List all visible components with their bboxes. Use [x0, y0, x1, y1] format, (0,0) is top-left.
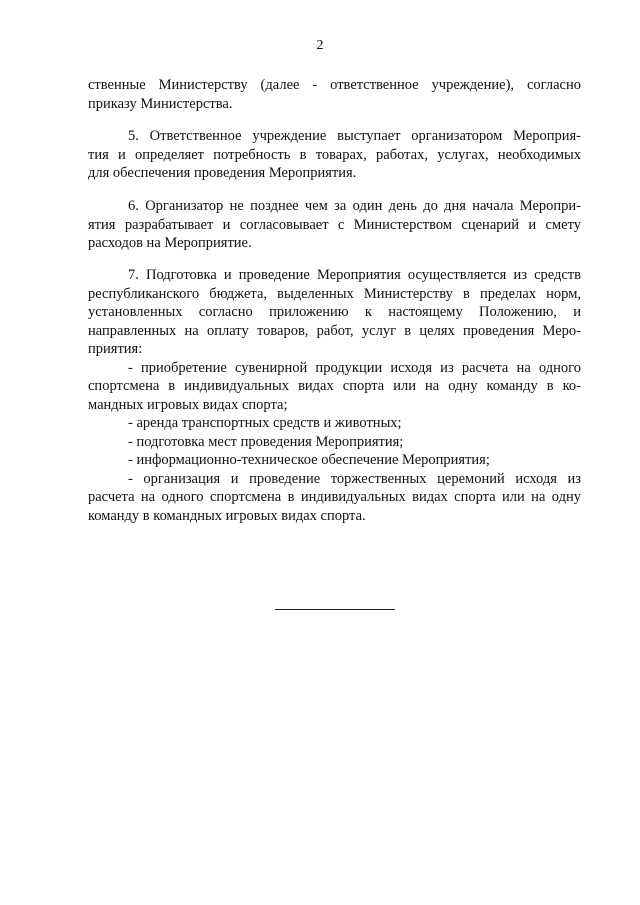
page-number: 2	[316, 38, 324, 53]
text-line: команду в командных игровых видах спорта.	[88, 507, 366, 524]
paragraph-7	[88, 266, 581, 525]
text-line: республиканского бюджета, выделенных Министерству в пределах норм,	[88, 285, 581, 302]
text-line: спортсмена в индивидуальных видах спорта или на одну команду в ко-	[88, 378, 581, 394]
list-item: - организация и проведение торжественных церемоний исходя из	[128, 470, 581, 487]
paragraph-6	[88, 197, 581, 253]
text-line: ятия разрабатывает и согласовывает с Министерством сценарий и смету	[88, 216, 581, 233]
list-item: - подготовка мест проведения Мероприятия;	[128, 433, 404, 450]
closing-separator-line	[275, 609, 395, 610]
text-line: 6. Организатор не позднее чем за один день до дня начала Меропри-	[128, 198, 581, 214]
text-line: установленных согласно приложению к настоящему Положению, и	[88, 304, 581, 320]
text-line: направленных на оплату товаров, работ, услуг в целях проведения Меро-	[88, 322, 581, 339]
list-item: - приобретение сувенирной продукции исходя из расчета на одного	[128, 359, 581, 376]
text-line: мандных игровых видах спорта;	[88, 396, 288, 413]
text-line: ственные Министерству (далее - ответственное учреждение), согласно	[88, 77, 581, 93]
list-item: - информационно-техническое обеспечение Мероприятия;	[128, 452, 490, 468]
list-item: - аренда транспортных средств и животных;	[128, 415, 402, 431]
text-line: 5. Ответственное учреждение выступает организатором Мероприя-	[128, 128, 581, 144]
text-line: расходов на Мероприятие.	[88, 235, 252, 251]
paragraph-5	[88, 127, 581, 183]
text-line: расчета на одного спортсмена в индивидуальных видах спорта или на одну	[88, 489, 581, 505]
text-line: 7. Подготовка и проведение Мероприятия осуществляется из средств	[128, 267, 581, 283]
text-line: тия и определяет потребность в товарах, работах, услугах, необходимых	[88, 146, 581, 163]
text-line: для обеспечения проведения Мероприятия.	[88, 165, 357, 181]
text-line: приятия:	[88, 341, 143, 357]
paragraph-continuation	[88, 76, 581, 113]
text-line: приказу Министерства.	[88, 95, 233, 112]
